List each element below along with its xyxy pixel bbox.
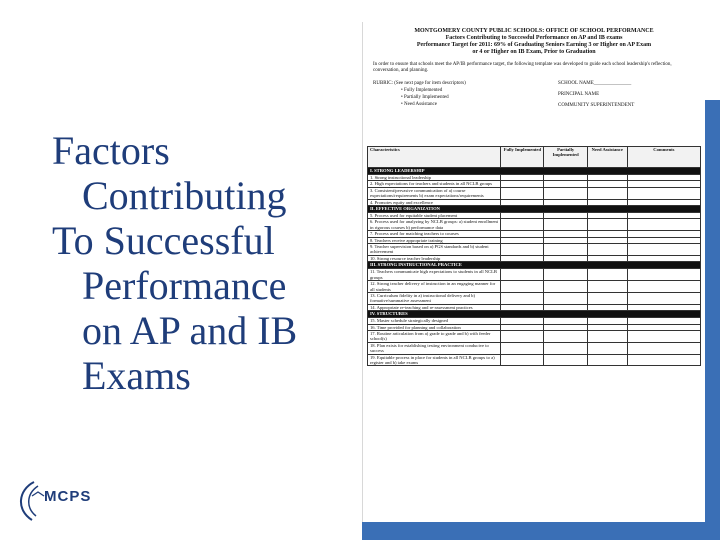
table-row — [368, 354, 701, 366]
header-line: Factors Contributing to Successful Performance on AP and IB exams — [445, 35, 623, 41]
rating-cell — [501, 281, 544, 293]
characteristic-cell: 19. Equitable process in place for students in all NCLB groups to a) register and b) take exams — [368, 354, 501, 366]
characteristic-cell: 3. Consistent/pervasive communication of a) course expectations/requirements b) exam expectations/requirements — [368, 187, 501, 199]
rating-cell — [501, 354, 544, 366]
form-field-superintendent: COMMUNITY SUPERINTENDENT — [558, 103, 635, 108]
rating-cell — [627, 281, 700, 293]
form-field-principal: PRINCIPAL NAME — [558, 92, 600, 97]
characteristic-cell: 7. Process used for matching teachers to courses — [368, 231, 501, 237]
rubric-level-label: Need Assistance — [404, 102, 437, 107]
header-line: MONTGOMERY COUNTY PUBLIC SCHOOLS: OFFICE OF SCHOOL PERFORMANCE — [414, 28, 654, 34]
rubric-level-label: Partially Implemented — [404, 95, 449, 100]
table-row — [368, 292, 701, 304]
rating-cell — [501, 269, 544, 281]
rating-cell — [544, 342, 587, 354]
characteristic-cell: 16. Time provided for planning and collaboration — [368, 324, 501, 330]
rating-cell — [501, 187, 544, 199]
title-line: Performance — [82, 263, 287, 308]
rubric-level: • Partially Implemented — [401, 95, 449, 100]
section-title: II. EFFECTIVE ORGANIZATION — [368, 206, 701, 213]
table-header-row — [368, 147, 701, 168]
rating-cell — [627, 354, 700, 366]
rating-cell — [544, 292, 587, 304]
rating-cell — [627, 342, 700, 354]
column-header: Characteristics — [368, 147, 501, 168]
rating-cell — [587, 269, 627, 281]
column-header: Fully Implemented — [501, 147, 544, 168]
column-header: Partially Implemented — [544, 147, 587, 168]
rating-cell — [627, 219, 700, 231]
rating-cell — [587, 219, 627, 231]
characteristics-table — [367, 146, 701, 366]
section-row — [368, 206, 701, 213]
characteristic-cell: 6. Process used for analyzing by NCLB groups: a) student enrollment in rigorous courses b) performance data — [368, 219, 501, 231]
characteristic-cell: 2. High expectations for teachers and students in all NCLB groups — [368, 181, 501, 187]
characteristic-cell: 11. Teachers communicate high expectations to students in all NCLB groups — [368, 269, 501, 281]
rating-cell — [544, 354, 587, 366]
characteristic-cell: 5. Process used for equitable student placement — [368, 213, 501, 219]
characteristic-cell: 1. Strong instructional leadership — [368, 175, 501, 181]
characteristic-cell: 10. Strong resource teacher leadership — [368, 255, 501, 261]
characteristic-cell: 4. Promotes equity and excellence — [368, 199, 501, 205]
slide-title — [52, 128, 352, 398]
table-row — [368, 342, 701, 354]
rating-cell — [501, 244, 544, 256]
rubric-level: • Fully Implemented — [401, 88, 443, 93]
rating-cell — [587, 342, 627, 354]
column-header: Need Assistance — [587, 147, 627, 168]
title-line: Factors — [52, 128, 170, 173]
rating-cell — [627, 330, 700, 342]
rating-cell — [587, 244, 627, 256]
section-row — [368, 311, 701, 318]
characteristic-cell: 13. Curriculum fidelity in a) instructional delivery and b) formative/summative assessment — [368, 292, 501, 304]
intro-paragraph: In order to ensure that schools meet the AP/IB performance target, the following template was developed to guide each school leadership's reflection, conversation, and planning. — [373, 62, 672, 73]
document-header — [363, 28, 705, 56]
table-body — [368, 168, 701, 366]
table-row — [368, 330, 701, 342]
rating-cell — [544, 219, 587, 231]
rating-cell — [501, 292, 544, 304]
rating-cell — [627, 187, 700, 199]
header-line: or 4 or Higher on IB Exam, Prior to Graduation — [472, 49, 596, 55]
characteristic-cell: 15. Master schedule strategically designed — [368, 318, 501, 324]
rating-cell — [544, 244, 587, 256]
rating-cell — [501, 342, 544, 354]
table-row — [368, 219, 701, 231]
title-line: Exams — [82, 353, 191, 398]
section-row — [368, 262, 701, 269]
form-field-school: SCHOOL NAME_______________ — [558, 81, 632, 86]
section-title: IV. STRUCTURES — [368, 311, 701, 318]
table-row — [368, 187, 701, 199]
header-line: Performance Target for 2011: 69% of Graduating Seniors Earning 3 or Higher on AP Exam — [416, 42, 652, 48]
rating-cell — [587, 354, 627, 366]
table-row — [368, 244, 701, 256]
logo-text: MCPS — [44, 488, 92, 505]
rubric-block — [373, 80, 695, 122]
title-line: on AP and IB — [82, 308, 298, 353]
characteristic-cell: 17. Routine articulation from a) grade to grade and b) with feeder school(s) — [368, 330, 501, 342]
column-header: Comments — [627, 147, 700, 168]
rating-cell — [627, 292, 700, 304]
section-title: III. STRONG INSTRUCTIONAL PRACTICE — [368, 262, 701, 269]
section-row — [368, 168, 701, 175]
rubric-level-label: Fully Implemented — [404, 88, 443, 93]
title-line: To Successful — [52, 218, 275, 263]
table-row — [368, 269, 701, 281]
section-title: I. STRONG LEADERSHIP — [368, 168, 701, 175]
rating-cell — [544, 330, 587, 342]
table-row — [368, 281, 701, 293]
characteristic-cell: 18. Plan exists for establishing testing environment conducive to success — [368, 342, 501, 354]
characteristic-cell: 9. Teacher supervision based on a) PGS standards and b) student achievement — [368, 244, 501, 256]
rating-cell — [544, 281, 587, 293]
characteristic-cell: 8. Teachers receive appropriate training — [368, 237, 501, 243]
rating-cell — [501, 219, 544, 231]
document-page — [362, 22, 705, 522]
rating-cell — [587, 281, 627, 293]
title-line: Contributing — [82, 173, 287, 218]
rating-cell — [587, 292, 627, 304]
characteristic-cell: 14. Appropriate re-teaching and re-assessment practices — [368, 304, 501, 310]
rubric-label: RUBRIC: (See next page for item descriptors) — [373, 81, 466, 86]
rubric-level: • Need Assistance — [401, 102, 437, 107]
rating-cell — [544, 187, 587, 199]
rating-cell — [627, 244, 700, 256]
rating-cell — [501, 330, 544, 342]
rating-cell — [544, 269, 587, 281]
rating-cell — [587, 187, 627, 199]
characteristic-cell: 12. Strong teacher delivery of instruction in an engaging manner for all students — [368, 281, 501, 293]
rating-cell — [627, 269, 700, 281]
rating-cell — [587, 330, 627, 342]
